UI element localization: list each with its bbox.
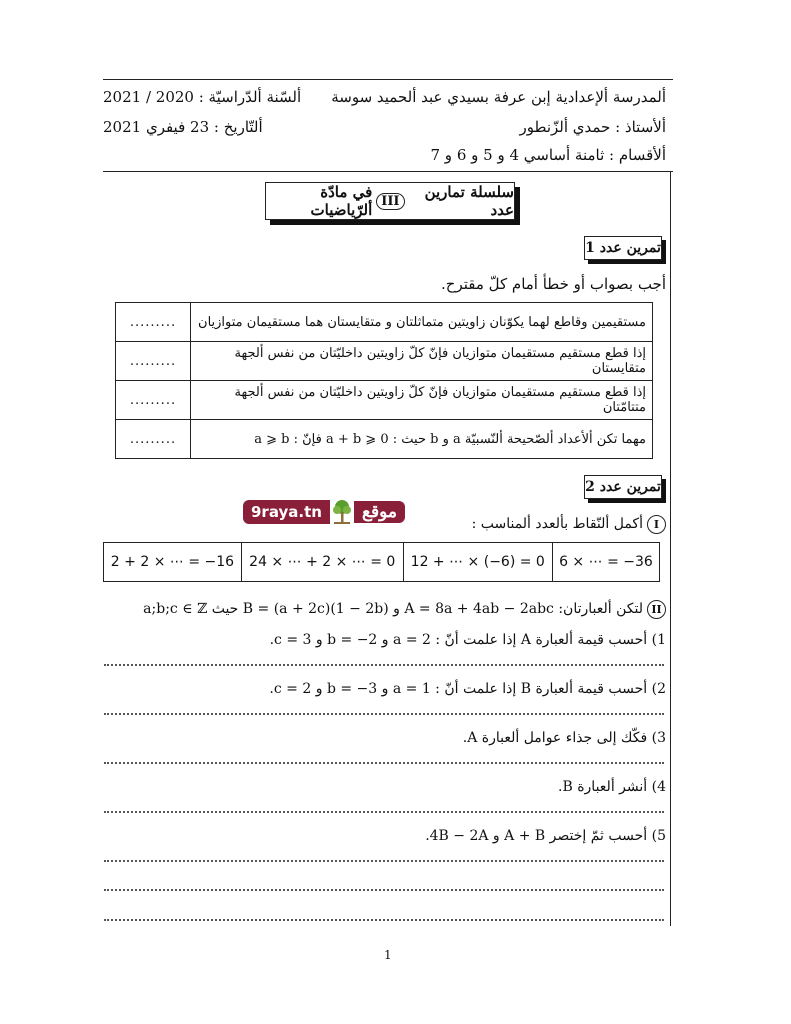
table-row: [116, 342, 653, 381]
answer-line[interactable]: [104, 889, 664, 891]
teacher-name: ألأستاذ : حمدي ألزّنطور: [519, 118, 666, 136]
answer-cell[interactable]: .........: [116, 342, 191, 381]
title-before: سلسلة تمارين عدد: [424, 183, 514, 219]
school-name: ألمدرسة ألإعدادية إبن عرفة بسيدي عبد ألحميد سوسة: [331, 88, 666, 106]
tree-icon: [330, 498, 354, 526]
question-3: 3) فكّك إلى جذاء عوامل ألعبارة A.: [462, 730, 666, 746]
exercise-1-label: تمرين عدد 1: [584, 236, 662, 260]
answer-cell[interactable]: .........: [116, 303, 191, 342]
answer-line[interactable]: [104, 664, 664, 666]
answer-line[interactable]: [104, 762, 664, 764]
fill-in-table: [103, 542, 660, 582]
answer-cell[interactable]: .........: [116, 420, 191, 459]
part-2-text: لتكن ألعبارتان: A = 8a + 4ab − 2abc و B = (a + 2c)(1 − 2b) حيث a;b;c ∈ ℤ: [143, 601, 643, 617]
part-1-heading: [472, 515, 666, 534]
title-number: III: [376, 193, 404, 210]
header-bottom-rule: [103, 171, 673, 172]
fill-cell[interactable]: 24 × ⋯ + 2 × ⋯ = 0: [241, 543, 403, 582]
part-2-number: II: [647, 600, 666, 619]
question-2: 2) أحسب قيمة ألعبارة B إذا علمت أنّ : a = 1 و b = −3 و c = 2.: [269, 681, 666, 697]
part-2-heading: [143, 600, 666, 619]
statement-cell: مستقيمين وقاطع لهما يكوّنان زاويتين متماثلتان و متقايستان هما مستقيمان متوازيان: [191, 303, 653, 342]
logo-arabic: موقع: [354, 501, 405, 523]
header-top-rule: [103, 79, 673, 80]
true-false-table: [115, 302, 653, 459]
site-logo: [243, 498, 405, 526]
answer-cell[interactable]: .........: [116, 381, 191, 420]
exercise-2-label: تمرين عدد 2: [584, 475, 662, 499]
answer-line[interactable]: [104, 811, 664, 813]
page-number: 1: [384, 948, 392, 962]
answer-line[interactable]: [104, 713, 664, 715]
table-row: [116, 303, 653, 342]
title-after: في مادّة ألرّياضيات: [310, 183, 373, 219]
question-1: 1) أحسب قيمة ألعبارة A إذا علمت أنّ : a = 2 و b = −2 و c = 3.: [269, 632, 666, 648]
table-row: [104, 543, 660, 582]
fill-cell[interactable]: 6 × ⋯ = −36: [552, 543, 659, 582]
statement-cell: إذا قطع مستقيم مستقيمان متوازيان فإنّ كلّ زاويتين داخليّتان من نفس ألجهة متتامّتان: [191, 381, 653, 420]
answer-line[interactable]: [104, 860, 664, 862]
classes: ألأقسام : ثامنة أساسي 4 و 5 و 6 و 7: [430, 146, 666, 164]
part-1-number: I: [647, 515, 666, 534]
question-5: 5) أحسب ثمّ إختصر A + B و 4B − 2A.: [425, 828, 666, 844]
fill-cell[interactable]: 12 + ⋯ × (−6) = 0: [403, 543, 552, 582]
statement-cell: إذا قطع مستقيم مستقيمان متوازيان فإنّ كلّ زاويتين داخليّتان من نفس ألجهة متقايستان: [191, 342, 653, 381]
school-year: ألسّنة ألدّراسيّة : 2020 / 2021: [103, 88, 302, 106]
logo-latin: 9raya.tn: [243, 500, 330, 524]
question-4: 4) أنشر ألعبارة B.: [558, 779, 666, 795]
part-1-text: أكمل ألنّقاط بألعدد ألمناسب :: [471, 516, 643, 532]
margin-line: [670, 171, 671, 926]
series-title: [265, 182, 515, 220]
fill-cell[interactable]: 2 + 2 × ⋯ = −16: [104, 543, 242, 582]
answer-line[interactable]: [104, 919, 664, 921]
table-row: [116, 420, 653, 459]
exercise-1-instruction: أجب بصواب أو خطأ أمام كلّ مقترح.: [441, 275, 666, 293]
date: ألتّاريخ : 23 فيفري 2021: [103, 118, 263, 136]
statement-cell: مهما تكن ألأعداد ألصّحيحة ألنّسبيّة a و b حيث : a + b ⩾ 0 فإنّ : a ⩾ b: [191, 420, 653, 459]
table-row: [116, 381, 653, 420]
